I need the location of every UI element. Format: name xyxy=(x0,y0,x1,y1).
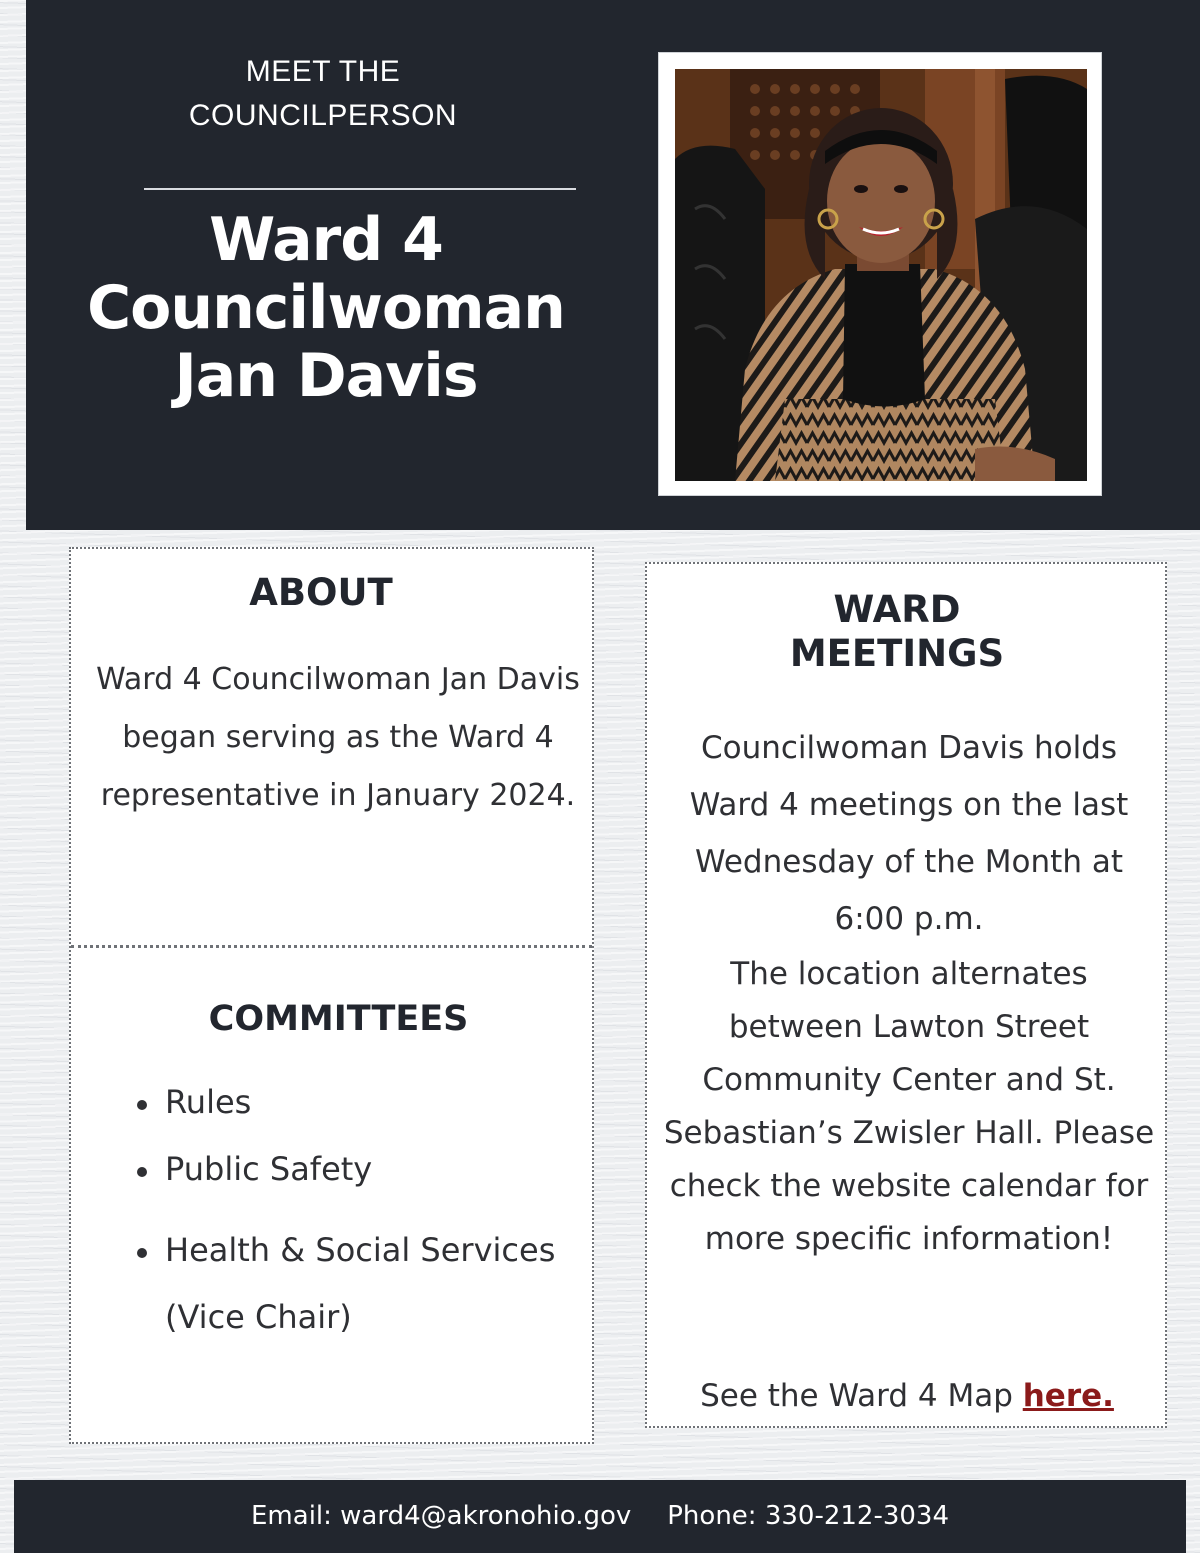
committee-item: Public Safety xyxy=(135,1136,575,1203)
eyebrow-line-1: MEET THE xyxy=(245,55,401,88)
ward-map-link[interactable]: here. xyxy=(1022,1378,1114,1414)
section-divider xyxy=(71,945,592,948)
heading-line-2: MEETINGS xyxy=(789,632,1005,675)
ward-map-line xyxy=(647,1376,1167,1416)
portrait-illustration xyxy=(675,69,1087,481)
about-text: Ward 4 Councilwoman Jan Davis began serving as the Ward 4 representative in January 2024. xyxy=(96,662,580,813)
contact-footer xyxy=(14,1480,1186,1553)
title-line-3: Jan Davis xyxy=(174,341,478,411)
committee-item: Rules xyxy=(135,1069,575,1136)
page-title xyxy=(46,206,606,410)
eyebrow-label xyxy=(146,50,500,138)
title-line-2: Councilwoman xyxy=(87,273,565,343)
meeting-schedule: Councilwoman Davis holds Ward 4 meetings on the last Wednesday of the Month at 6:00 p.m. xyxy=(689,730,1129,937)
heading-line-1: WARD xyxy=(833,588,961,631)
email-contact[interactable]: Email: ward4@akronohio.gov xyxy=(251,1501,632,1531)
councilwoman-photo xyxy=(675,69,1087,481)
committees-list xyxy=(135,1069,575,1351)
ward-meetings-text xyxy=(661,720,1157,1266)
header-divider xyxy=(144,188,576,190)
map-prefix: See the Ward 4 Map xyxy=(700,1378,1023,1414)
ward-meetings-heading xyxy=(647,588,1147,676)
committees-heading: COMMITTEES xyxy=(208,999,469,1039)
photo-frame xyxy=(658,52,1102,496)
about-committees-panel xyxy=(69,547,594,1444)
eyebrow-line-2: COUNCILPERSON xyxy=(188,99,458,132)
phone-contact[interactable]: Phone: 330-212-3034 xyxy=(667,1501,949,1531)
title-line-1: Ward 4 xyxy=(209,205,443,275)
committee-item: Health & Social Services (Vice Chair) xyxy=(135,1217,575,1351)
about-heading: ABOUT xyxy=(249,571,393,614)
ward-meetings-panel xyxy=(645,562,1167,1428)
meeting-location: The location alternates between Lawton Street Community Center and St. Sebastian’s Zwisler Hall. Please check the website calendar for more specific information! xyxy=(663,956,1155,1257)
